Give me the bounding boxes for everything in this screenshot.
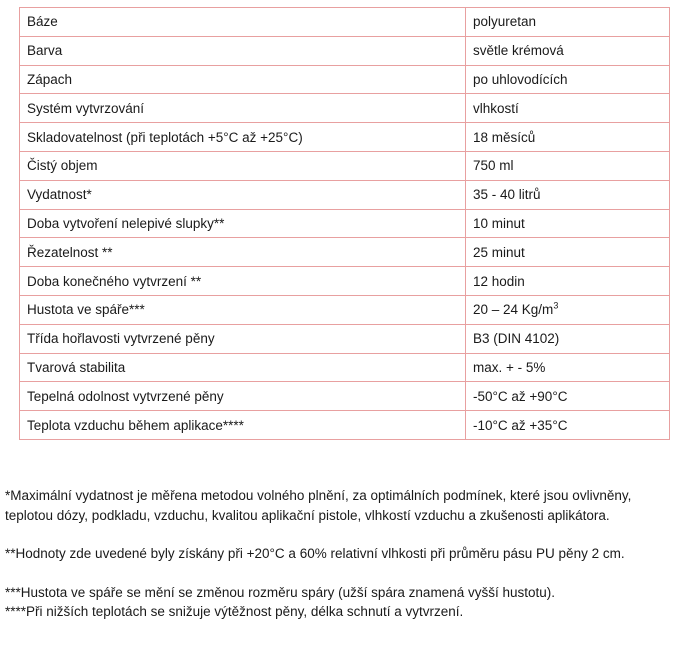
table-row — [20, 324, 670, 353]
footnote-yield: *Maximální vydatnost je měřena metodou volného plnění, za optimálních podmínek, které jsou ovlivněny, teplotou dózy, podkladu, vzduchu, kvalitou aplikační pistole, vlhkostí vzduchu a zkušenosti aplikátora. — [5, 488, 632, 523]
value-cell: 10 minut — [466, 209, 670, 238]
property-cell: Doba konečného vytvrzení ** — [20, 267, 466, 296]
property-cell: Tvarová stabilita — [20, 353, 466, 382]
spec-table — [19, 7, 670, 440]
property-cell: Čistý objem — [20, 151, 466, 180]
property-cell: Báze — [20, 8, 466, 37]
value-cell: -10°C až +35°C — [466, 411, 670, 440]
table-row — [20, 8, 670, 37]
footnote-low-temperature: ****Při nižších teplotách se snižuje výtěžnost pěny, délka schnutí a vytvrzení. — [5, 604, 464, 619]
value-cell — [466, 295, 670, 324]
value-cell: -50°C až +90°C — [466, 382, 670, 411]
table-row — [20, 295, 670, 324]
value-cell: 35 - 40 litrů — [466, 180, 670, 209]
value-cell: B3 (DIN 4102) — [466, 324, 670, 353]
table-row — [20, 353, 670, 382]
value-cell: max. + - 5% — [466, 353, 670, 382]
footnote-conditions: **Hodnoty zde uvedené byly získány při +20°C a 60% relativní vlhkosti při průměru pásu PU pěny 2 cm. — [5, 546, 625, 561]
value-cell: světle krémová — [466, 36, 670, 65]
density-value: 20 – 24 Kg/m — [473, 302, 554, 318]
value-cell: po uhlovodících — [466, 65, 670, 94]
property-cell: Tepelná odolnost vytvrzené pěny — [20, 382, 466, 411]
value-cell: 25 minut — [466, 238, 670, 267]
density-unit-exponent: 3 — [553, 300, 559, 311]
property-cell: Řezatelnost ** — [20, 238, 466, 267]
property-cell: Doba vytvoření nelepivé slupky** — [20, 209, 466, 238]
property-cell: Teplota vzduchu během aplikace**** — [20, 411, 466, 440]
footnote-density: ***Hustota ve spáře se mění se změnou rozměru spáry (užší spára znamená vyšší hustotu). — [5, 584, 555, 600]
value-cell: vlhkostí — [466, 94, 670, 123]
property-cell: Vydatnost* — [20, 180, 466, 209]
table-row — [20, 123, 670, 152]
footnotes — [5, 486, 683, 622]
table-row — [20, 411, 670, 440]
table-row — [20, 65, 670, 94]
table-row — [20, 180, 670, 209]
table-row — [20, 94, 670, 123]
table-row — [20, 151, 670, 180]
table-row — [20, 36, 670, 65]
table-row — [20, 382, 670, 411]
table-row — [20, 267, 670, 296]
property-cell: Třída hořlavosti vytvrzené pěny — [20, 324, 466, 353]
value-cell: polyuretan — [466, 8, 670, 37]
property-cell: Systém vytvrzování — [20, 94, 466, 123]
property-cell: Hustota ve spáře*** — [20, 295, 466, 324]
value-cell: 750 ml — [466, 151, 670, 180]
value-cell: 18 měsíců — [466, 123, 670, 152]
table-row — [20, 238, 670, 267]
table-row — [20, 209, 670, 238]
property-cell: Zápach — [20, 65, 466, 94]
value-cell: 12 hodin — [466, 267, 670, 296]
property-cell: Skladovatelnost (při teplotách +5°C až +25°C) — [20, 123, 466, 152]
property-cell: Barva — [20, 36, 466, 65]
